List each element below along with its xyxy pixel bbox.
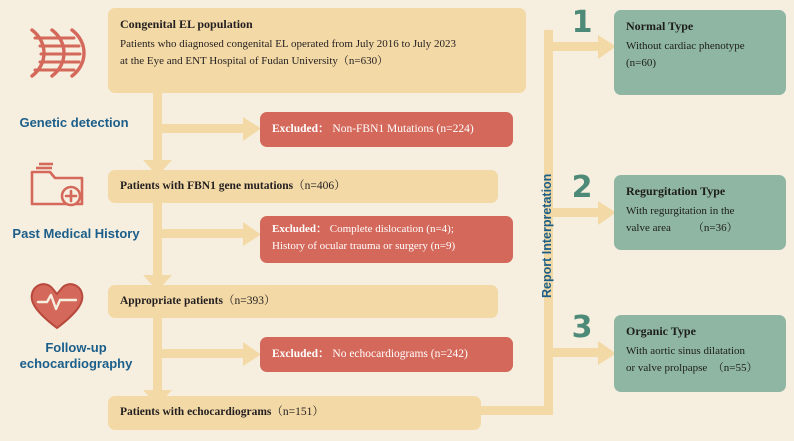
box-line-2: History of ocular trauma or surgery (n=9) <box>272 240 456 253</box>
excluded-label: Excluded： <box>272 122 330 135</box>
box-text-bold: Appropriate patients <box>120 294 223 307</box>
excluded-label: Excluded： <box>272 347 330 360</box>
box-congenital-el-population[interactable] <box>108 8 526 93</box>
box-line-2: (n=60) <box>626 56 657 69</box>
box-text <box>272 346 468 364</box>
box-patients-echocardiograms[interactable] <box>108 396 481 430</box>
box-line-1: Patients who diagnosed congenital EL operated from July 2016 to July 2023 <box>120 37 456 50</box>
stage-label-genetic-detection <box>0 115 148 131</box>
box-organic-type[interactable] <box>614 315 786 392</box>
stage-label-line2: echocardiography <box>19 356 133 372</box>
box-normal-type[interactable] <box>614 10 786 95</box>
numeral-1: 1 <box>571 5 593 40</box>
stage-label-past-medical-history <box>0 226 152 242</box>
heart-icon <box>26 278 88 332</box>
box-title: Congenital EL population <box>120 17 253 31</box>
box-excluded-non-fbn1[interactable] <box>260 112 513 147</box>
box-line-2: or valve prolpapse （n=55） <box>626 361 758 374</box>
stage-label-text: Genetic detection <box>19 115 129 130</box>
stage-label-text: Past Medical History <box>12 226 140 241</box>
box-title: Normal Type <box>626 19 694 33</box>
excluded-line-1: Non-FBN1 Mutations (n=224) <box>332 122 474 135</box>
box-text <box>272 121 474 139</box>
box-excluded-no-echocardiograms[interactable] <box>260 337 513 372</box>
stage-label-line1: Follow-up <box>45 340 107 355</box>
box-line-1: With aortic sinus dilatation <box>626 344 746 357</box>
box-patients-fbn1[interactable] <box>108 170 498 203</box>
box-text-bold: Patients with FBN1 gene mutations <box>120 179 294 192</box>
box-line-2: valve area （n=36） <box>626 221 738 234</box>
box-appropriate-patients[interactable] <box>108 285 498 318</box>
box-text <box>120 404 324 422</box>
numeral-3: 3 <box>571 310 593 345</box>
box-title: Regurgitation Type <box>626 184 726 198</box>
box-text <box>120 293 275 311</box>
box-line-2: at the Eye and ENT Hospital of Fudan University（n=630） <box>120 54 389 67</box>
box-text-rest: （n=406） <box>293 179 346 192</box>
box-line-1: Without cardiac phenotype <box>626 39 745 52</box>
stage-label-follow-up-echocardiography <box>0 340 152 373</box>
excluded-line-1-text: Complete dislocation (n=4); <box>329 223 454 235</box>
box-regurgitation-type[interactable] <box>614 175 786 250</box>
box-text <box>120 178 346 196</box>
box-text-rest: （n=151） <box>271 406 324 419</box>
numeral-2: 2 <box>571 170 593 205</box>
box-excluded-dislocation-trauma[interactable] <box>260 216 513 263</box>
box-line-1 <box>272 221 503 238</box>
box-title: Organic Type <box>626 324 696 338</box>
box-line-1: With regurgitation in the <box>626 204 735 217</box>
box-text-rest: （n=393） <box>222 294 276 307</box>
medical-record-folder-icon <box>26 160 88 210</box>
vertical-label-report-interpretation <box>526 130 554 330</box>
vertical-label-text: Report Interpretation <box>540 173 554 298</box>
dna-icon <box>18 24 98 84</box>
box-text-bold: Patients with echocardiograms <box>120 406 272 419</box>
excluded-line-1: No echocardiograms (n=242) <box>332 347 468 360</box>
excluded-label: Excluded： <box>272 223 328 235</box>
